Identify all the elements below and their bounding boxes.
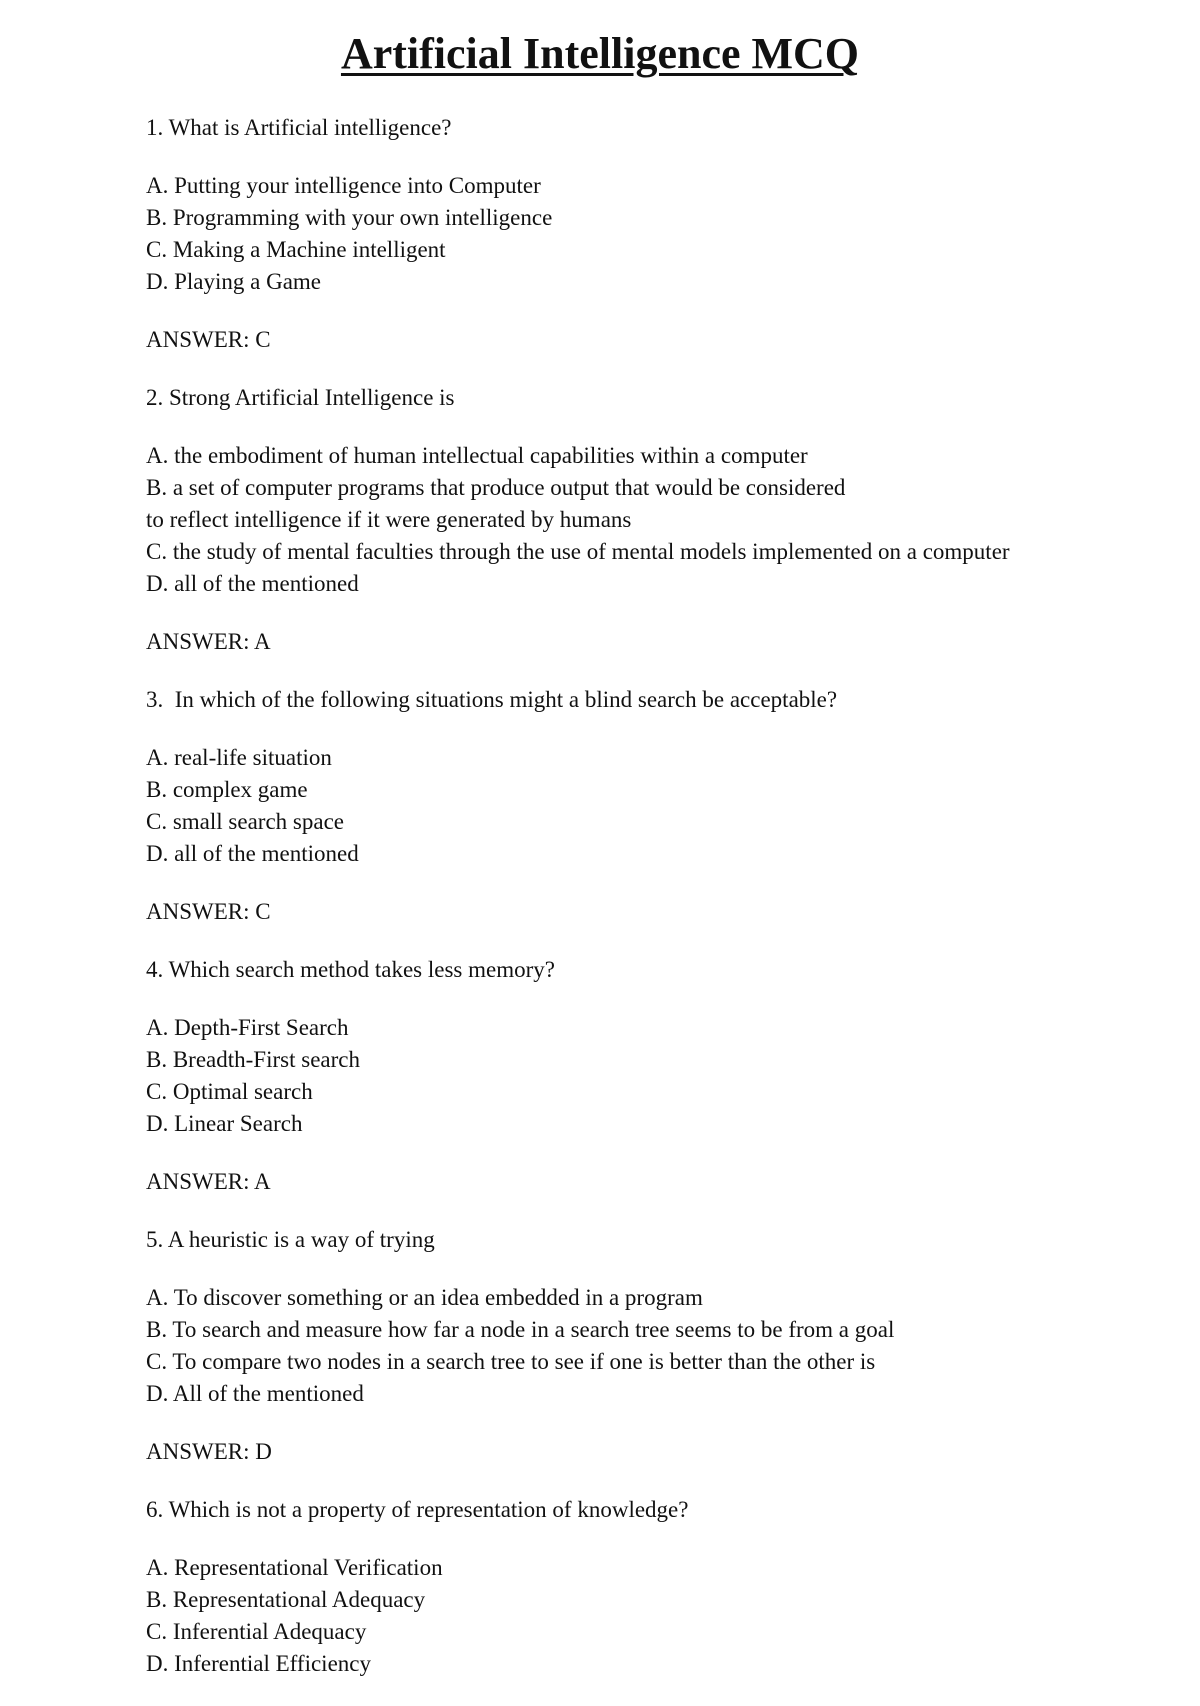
option-a: A. Putting your intelligence into Computer [146,173,541,198]
option-c: C. the study of mental faculties through the use of mental models implemented on a computer [146,539,1010,564]
options-list [146,440,1186,600]
question-text: 6. Which is not a property of representation of knowledge? [146,1497,689,1522]
options-list [146,1552,1186,1680]
question-text: 2. Strong Artificial Intelligence is [146,385,455,410]
option-c: C. Inferential Adequacy [146,1619,367,1644]
option-c: C. small search space [146,809,344,834]
answer-text: ANSWER: A [146,1169,271,1194]
option-d: D. Linear Search [146,1111,303,1136]
option-c: C. Optimal search [146,1079,313,1104]
option-b: B. a set of computer programs that produce output that would be considered [146,475,846,500]
options-list [146,1282,1186,1410]
option-a: A. Depth-First Search [146,1015,349,1040]
question-block [146,1494,1186,1680]
question-text: 4. Which search method takes less memory? [146,957,555,982]
option-b: B. Breadth-First search [146,1047,360,1072]
option-b-continuation: to reflect intelligence if it were generated by humans [146,507,632,532]
page-title: Artificial Intelligence MCQ [340,29,860,78]
question-text: 1. What is Artificial intelligence? [146,115,452,140]
answer-text: ANSWER: C [146,899,271,924]
options-list [146,1012,1186,1140]
question-block [146,1224,1186,1468]
option-c: C. To compare two nodes in a search tree to see if one is better than the other is [146,1349,876,1374]
option-d: D. all of the mentioned [146,571,359,596]
question-block [146,954,1186,1198]
option-b: B. To search and measure how far a node in a search tree seems to be from a goal [146,1317,895,1342]
option-b: B. Programming with your own intelligence [146,205,553,230]
answer-text: ANSWER: D [146,1439,272,1464]
option-d: D. Inferential Efficiency [146,1651,371,1676]
question-block [146,382,1186,658]
question-list [146,112,1186,1706]
option-d: D. all of the mentioned [146,841,359,866]
answer-text: ANSWER: A [146,629,271,654]
option-a: A. To discover something or an idea embedded in a program [146,1285,703,1310]
question-block [146,112,1186,356]
answer-text: ANSWER: C [146,327,271,352]
option-d: D. Playing a Game [146,269,322,294]
options-list [146,742,1186,870]
question-text: 3. In which of the following situations might a blind search be acceptable? [146,687,838,712]
option-a: A. the embodiment of human intellectual capabilities within a computer [146,443,808,468]
option-b: B. complex game [146,777,308,802]
option-a: A. Representational Verification [146,1555,443,1580]
question-text: 5. A heuristic is a way of trying [146,1227,435,1252]
option-c: C. Making a Machine intelligent [146,237,446,262]
options-list [146,170,1186,298]
option-b: B. Representational Adequacy [146,1587,426,1612]
question-block [146,684,1186,928]
option-a: A. real-life situation [146,745,332,770]
option-d: D. All of the mentioned [146,1381,364,1406]
